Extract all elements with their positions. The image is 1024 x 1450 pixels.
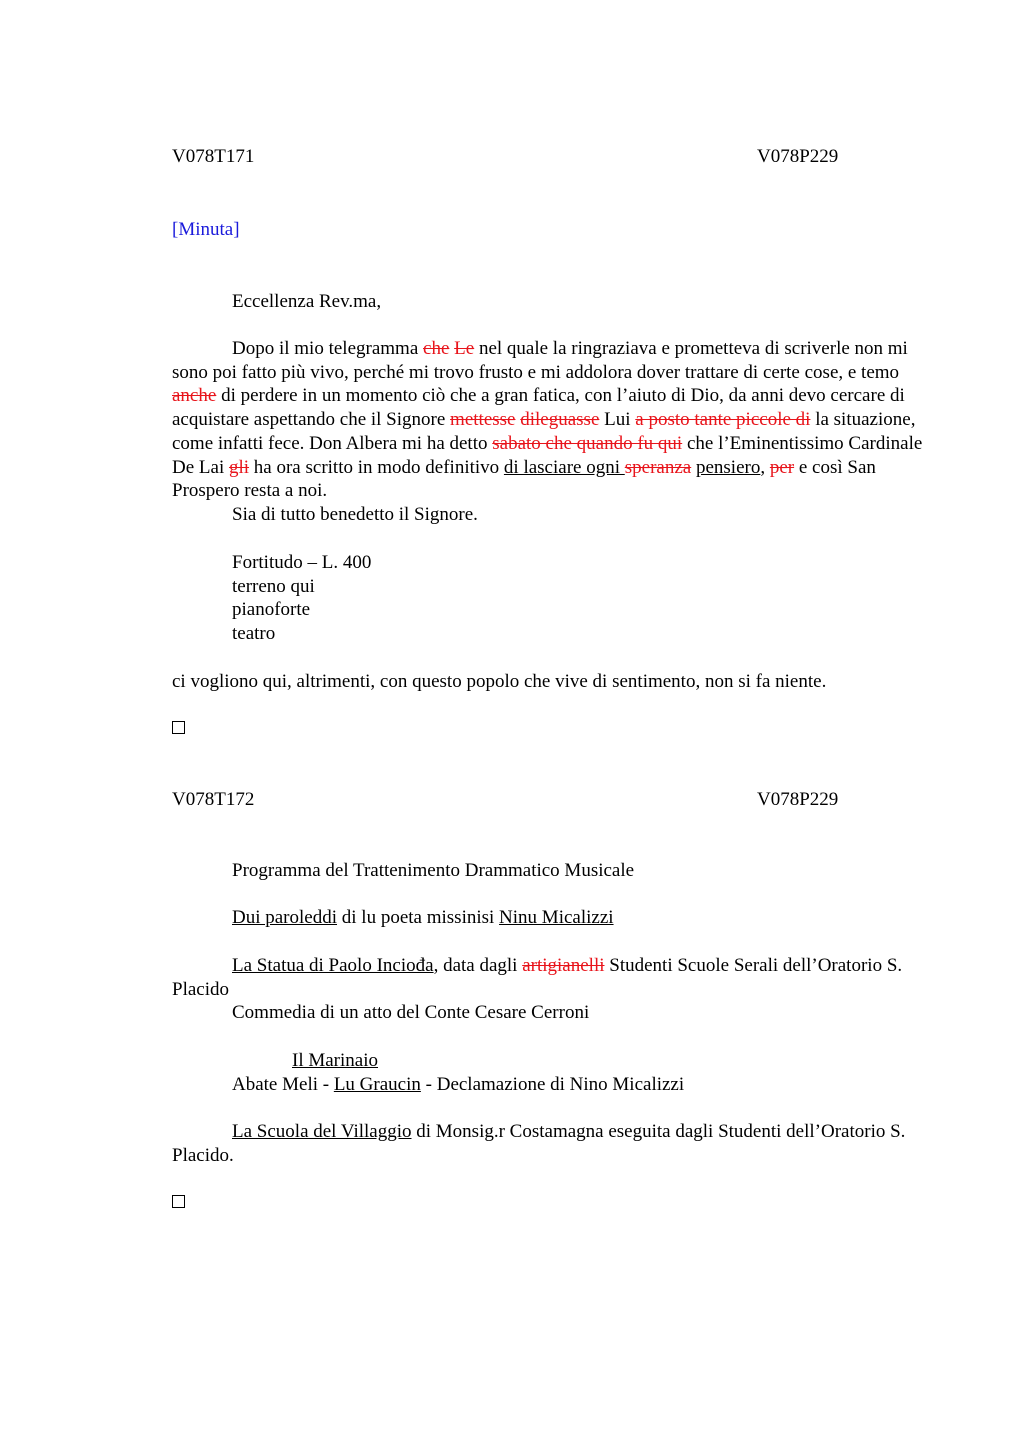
- document-header-1: [172, 145, 932, 169]
- program-item: Il Marinaio Abate Meli - Lu Graucin - Declamazione di Nino Micalizzi: [232, 1050, 685, 1095]
- list-item: teatro: [232, 623, 276, 645]
- list-item: pianoforte: [232, 599, 311, 621]
- minuta-label: [Minuta]: [172, 219, 240, 240]
- document-code-left: V078T171: [172, 146, 255, 167]
- underlined-text: pensiero: [695, 456, 761, 478]
- deleted-text: sabato che quando fu qui: [492, 432, 683, 454]
- deleted-text: gli: [228, 456, 250, 478]
- document-code-right: V078P229: [757, 789, 839, 810]
- deleted-text: dileguasse: [520, 409, 600, 431]
- closing-line: ci vogliono qui, altrimenti, con questo popolo che vive di sentimento, non si fa niente.: [172, 671, 827, 692]
- end-of-document-box: [172, 1195, 185, 1208]
- underlined-text: di lasciare ogni: [503, 456, 625, 478]
- list-item: terreno qui: [232, 575, 315, 597]
- program-item: La Scuola del Villaggio di Monsig.r Costamagna eseguita dagli Studenti dell’Oratorio S. Placido.: [172, 1121, 906, 1166]
- salutation: Eccellenza Rev.ma,: [232, 291, 382, 312]
- document-code-left: V078T172: [172, 789, 255, 810]
- program-title: Programma del Trattenimento Drammatico Musicale: [232, 860, 635, 881]
- deleted-text: a posto tante piccole di: [635, 409, 811, 431]
- list-item: Fortitudo – L. 400: [232, 552, 372, 573]
- deleted-text: speranza: [624, 456, 692, 478]
- program-item: La Statua di Paolo Inciođa, data dagli artigianelli Studenti Scuole Serali dell’Oratorio S. Placido Commedia di un atto del Conte Cesare Cerroni: [172, 955, 903, 1024]
- deleted-text: per: [769, 456, 795, 478]
- program-item: Dui paroleddi di lu poeta missinisi Ninu Micalizzi: [232, 907, 614, 928]
- deleted-text: che: [423, 338, 450, 359]
- document-header-2: [172, 788, 932, 812]
- end-of-document-box: [172, 721, 185, 734]
- deleted-text: mettesse: [450, 409, 516, 431]
- needs-list: [172, 551, 992, 646]
- document-code-right: V078P229: [757, 146, 839, 167]
- deleted-text: anche: [172, 385, 217, 407]
- letter-paragraph: Dopo il mio telegramma che Le nel quale la ringraziava e prometteva di scriverle non mi sono poi fatto più vivo, perché mi trovo frusto e mi addolora dover trattare di certe cose, e temo anche di perdere in un momento ciò che a gran fatica, con l’aiuto di Dio, da anni devo cercare di acquistare aspettando che il Signore mettesse dileguasse Lui a posto tante piccole di la situazione, come infatti fece. Don Albera mi ha detto sabato che quando fu qui che l’Eminentissimo Cardinale De Lai gli ha ora scritto in modo definitivo di lasciare ogni speranza pensiero, per e così San Prospero resta a noi.: [172, 338, 923, 502]
- deleted-text: artigianelli: [522, 955, 605, 976]
- deleted-text: Le: [454, 338, 475, 359]
- blessing-line: Sia di tutto benedetto il Signore.: [232, 504, 478, 525]
